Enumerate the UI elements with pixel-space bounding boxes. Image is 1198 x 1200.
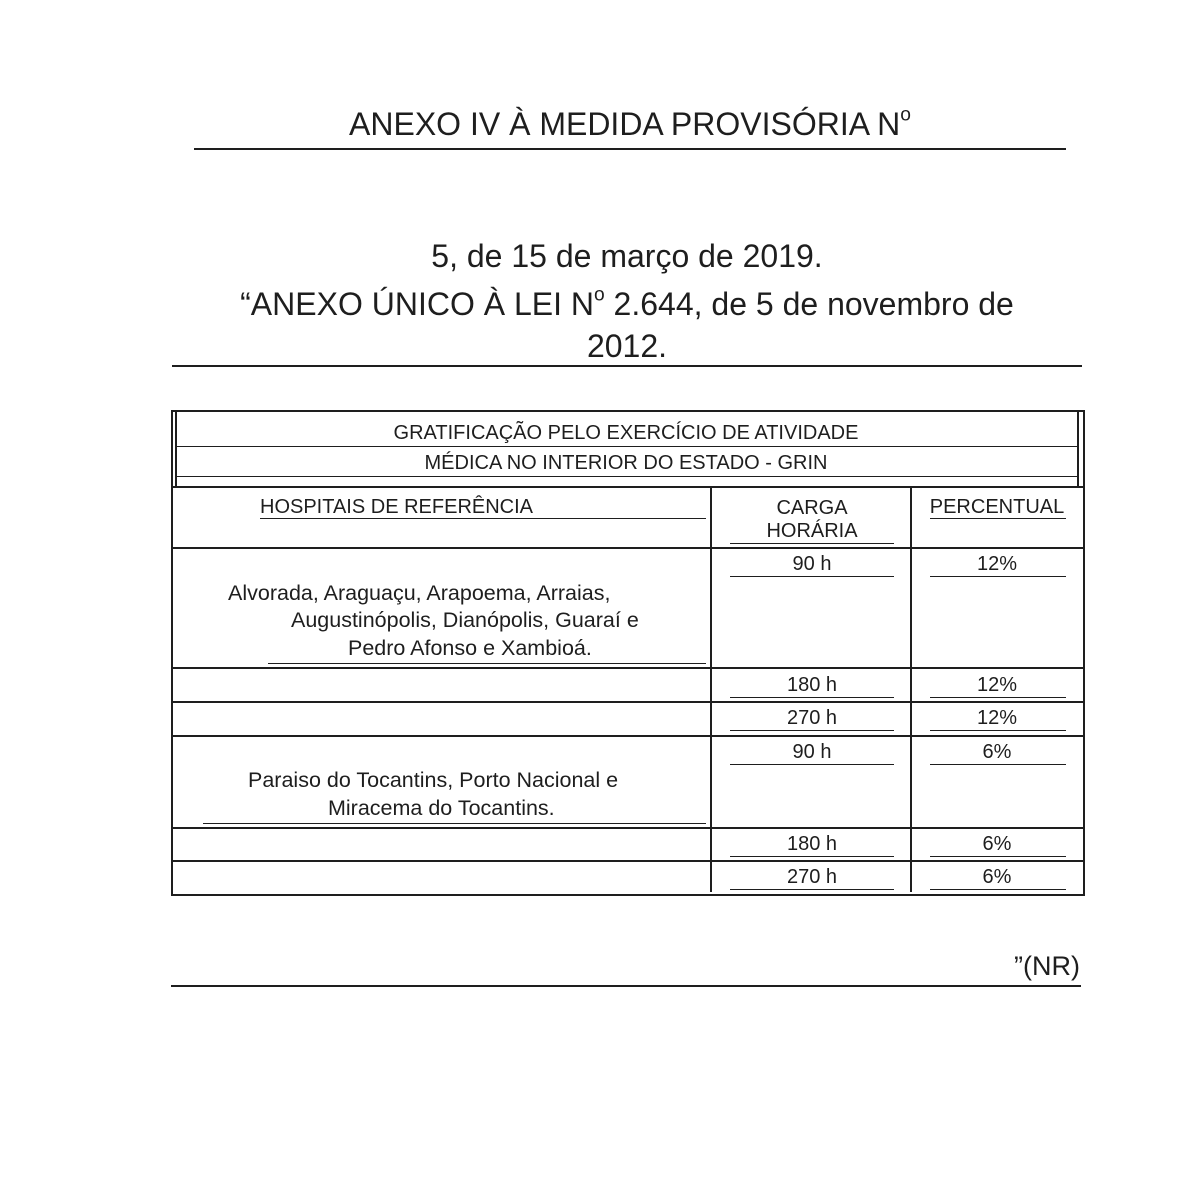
annex-law-reference: “ANEXO ÚNICO À LEI $N^o$ 2.644, de 5 de novembro de [240, 284, 1014, 322]
row-border-5 [171, 860, 1083, 862]
group1-row1-carga-underline [730, 576, 894, 577]
group2-row1-percentual: 6% [982, 741, 1012, 763]
group2-row3-carga: 270 h [786, 866, 838, 888]
header-hospitais-underline [260, 518, 706, 519]
group1-hospitals-line1: Alvorada, Araguaçu, Arapoema, Arraias, [228, 581, 611, 605]
group1-row1-percentual: 12% [976, 553, 1018, 575]
group2-row1-percentual-underline [930, 764, 1066, 765]
row-border-2 [171, 701, 1083, 703]
row-border-1 [171, 667, 1083, 669]
row-border-4 [171, 827, 1083, 829]
header-bottom-border [171, 547, 1083, 549]
group2-row2-percentual: 6% [982, 833, 1012, 855]
group1-row2-percentual-underline [930, 697, 1066, 698]
group2-row3-carga-underline [730, 889, 894, 890]
group2-hospitals-line1: Paraiso do Tocantins, Porto Nacional e [248, 768, 619, 792]
table-title-line1: GRATIFICAÇÃO PELO EXERCÍCIO DE ATIVIDADE [393, 422, 859, 444]
group1-row3-carga: 270 h [786, 707, 838, 729]
table-title-rule-1 [175, 446, 1077, 447]
group1-row2-carga-underline [730, 697, 894, 698]
group2-row1-carga: 90 h [792, 741, 832, 763]
closing-mark: ”(NR) [1014, 951, 1080, 981]
header-carga-underline [730, 543, 894, 544]
group2-row3-percentual: 6% [982, 866, 1012, 888]
group1-row3-percentual-underline [930, 730, 1066, 731]
group1-row3-carga-underline [730, 730, 894, 731]
group2-row3-percentual-underline [930, 889, 1066, 890]
group2-row2-carga: 180 h [786, 833, 838, 855]
group1-row1-carga: 90 h [792, 553, 832, 575]
row-border-3 [171, 735, 1083, 737]
header-percentual-underline [930, 518, 1066, 519]
group1-row2-percentual: 12% [976, 674, 1018, 696]
group1-hospitals-line2: Augustinópolis, Dianópolis, Guaraí e [291, 608, 639, 632]
group1-row2-carga: 180 h [786, 674, 838, 696]
annex-law-year: 2012. [586, 328, 668, 364]
annex-title: ANEXO IV À MEDIDA PROVISÓRIA $N^o$ [349, 104, 911, 142]
group1-hospitals-underline [268, 663, 706, 664]
annex-subtitle-date: 5, de 15 de março de 2019. [431, 238, 823, 274]
group2-row2-percentual-underline [930, 856, 1066, 857]
subtitle-rule [172, 365, 1082, 367]
header-percentual: PERCENTUAL [929, 496, 1065, 518]
group2-hospitals-underline [203, 823, 706, 824]
table-title-line2: MÉDICA NO INTERIOR DO ESTADO - GRIN [424, 452, 828, 474]
header-hospitais: HOSPITAIS DE REFERÊNCIA [260, 496, 534, 518]
table-title-rule-2 [175, 476, 1077, 477]
closing-rule [171, 985, 1081, 987]
group1-hospitals-line3: Pedro Afonso e Xambioá. [348, 636, 592, 660]
group2-row1-carga-underline [730, 764, 894, 765]
group2-hospitals-line2: Miracema do Tocantins. [328, 796, 555, 820]
header-carga-line2: HORÁRIA [766, 520, 858, 542]
group1-row3-percentual: 12% [976, 707, 1018, 729]
title-rule [194, 148, 1066, 150]
header-carga-line1: CARGA [776, 497, 848, 519]
group1-row1-percentual-underline [930, 576, 1066, 577]
group2-row2-carga-underline [730, 856, 894, 857]
table-title-bottom-border [171, 486, 1083, 488]
table-inner-right-border [1077, 410, 1079, 486]
